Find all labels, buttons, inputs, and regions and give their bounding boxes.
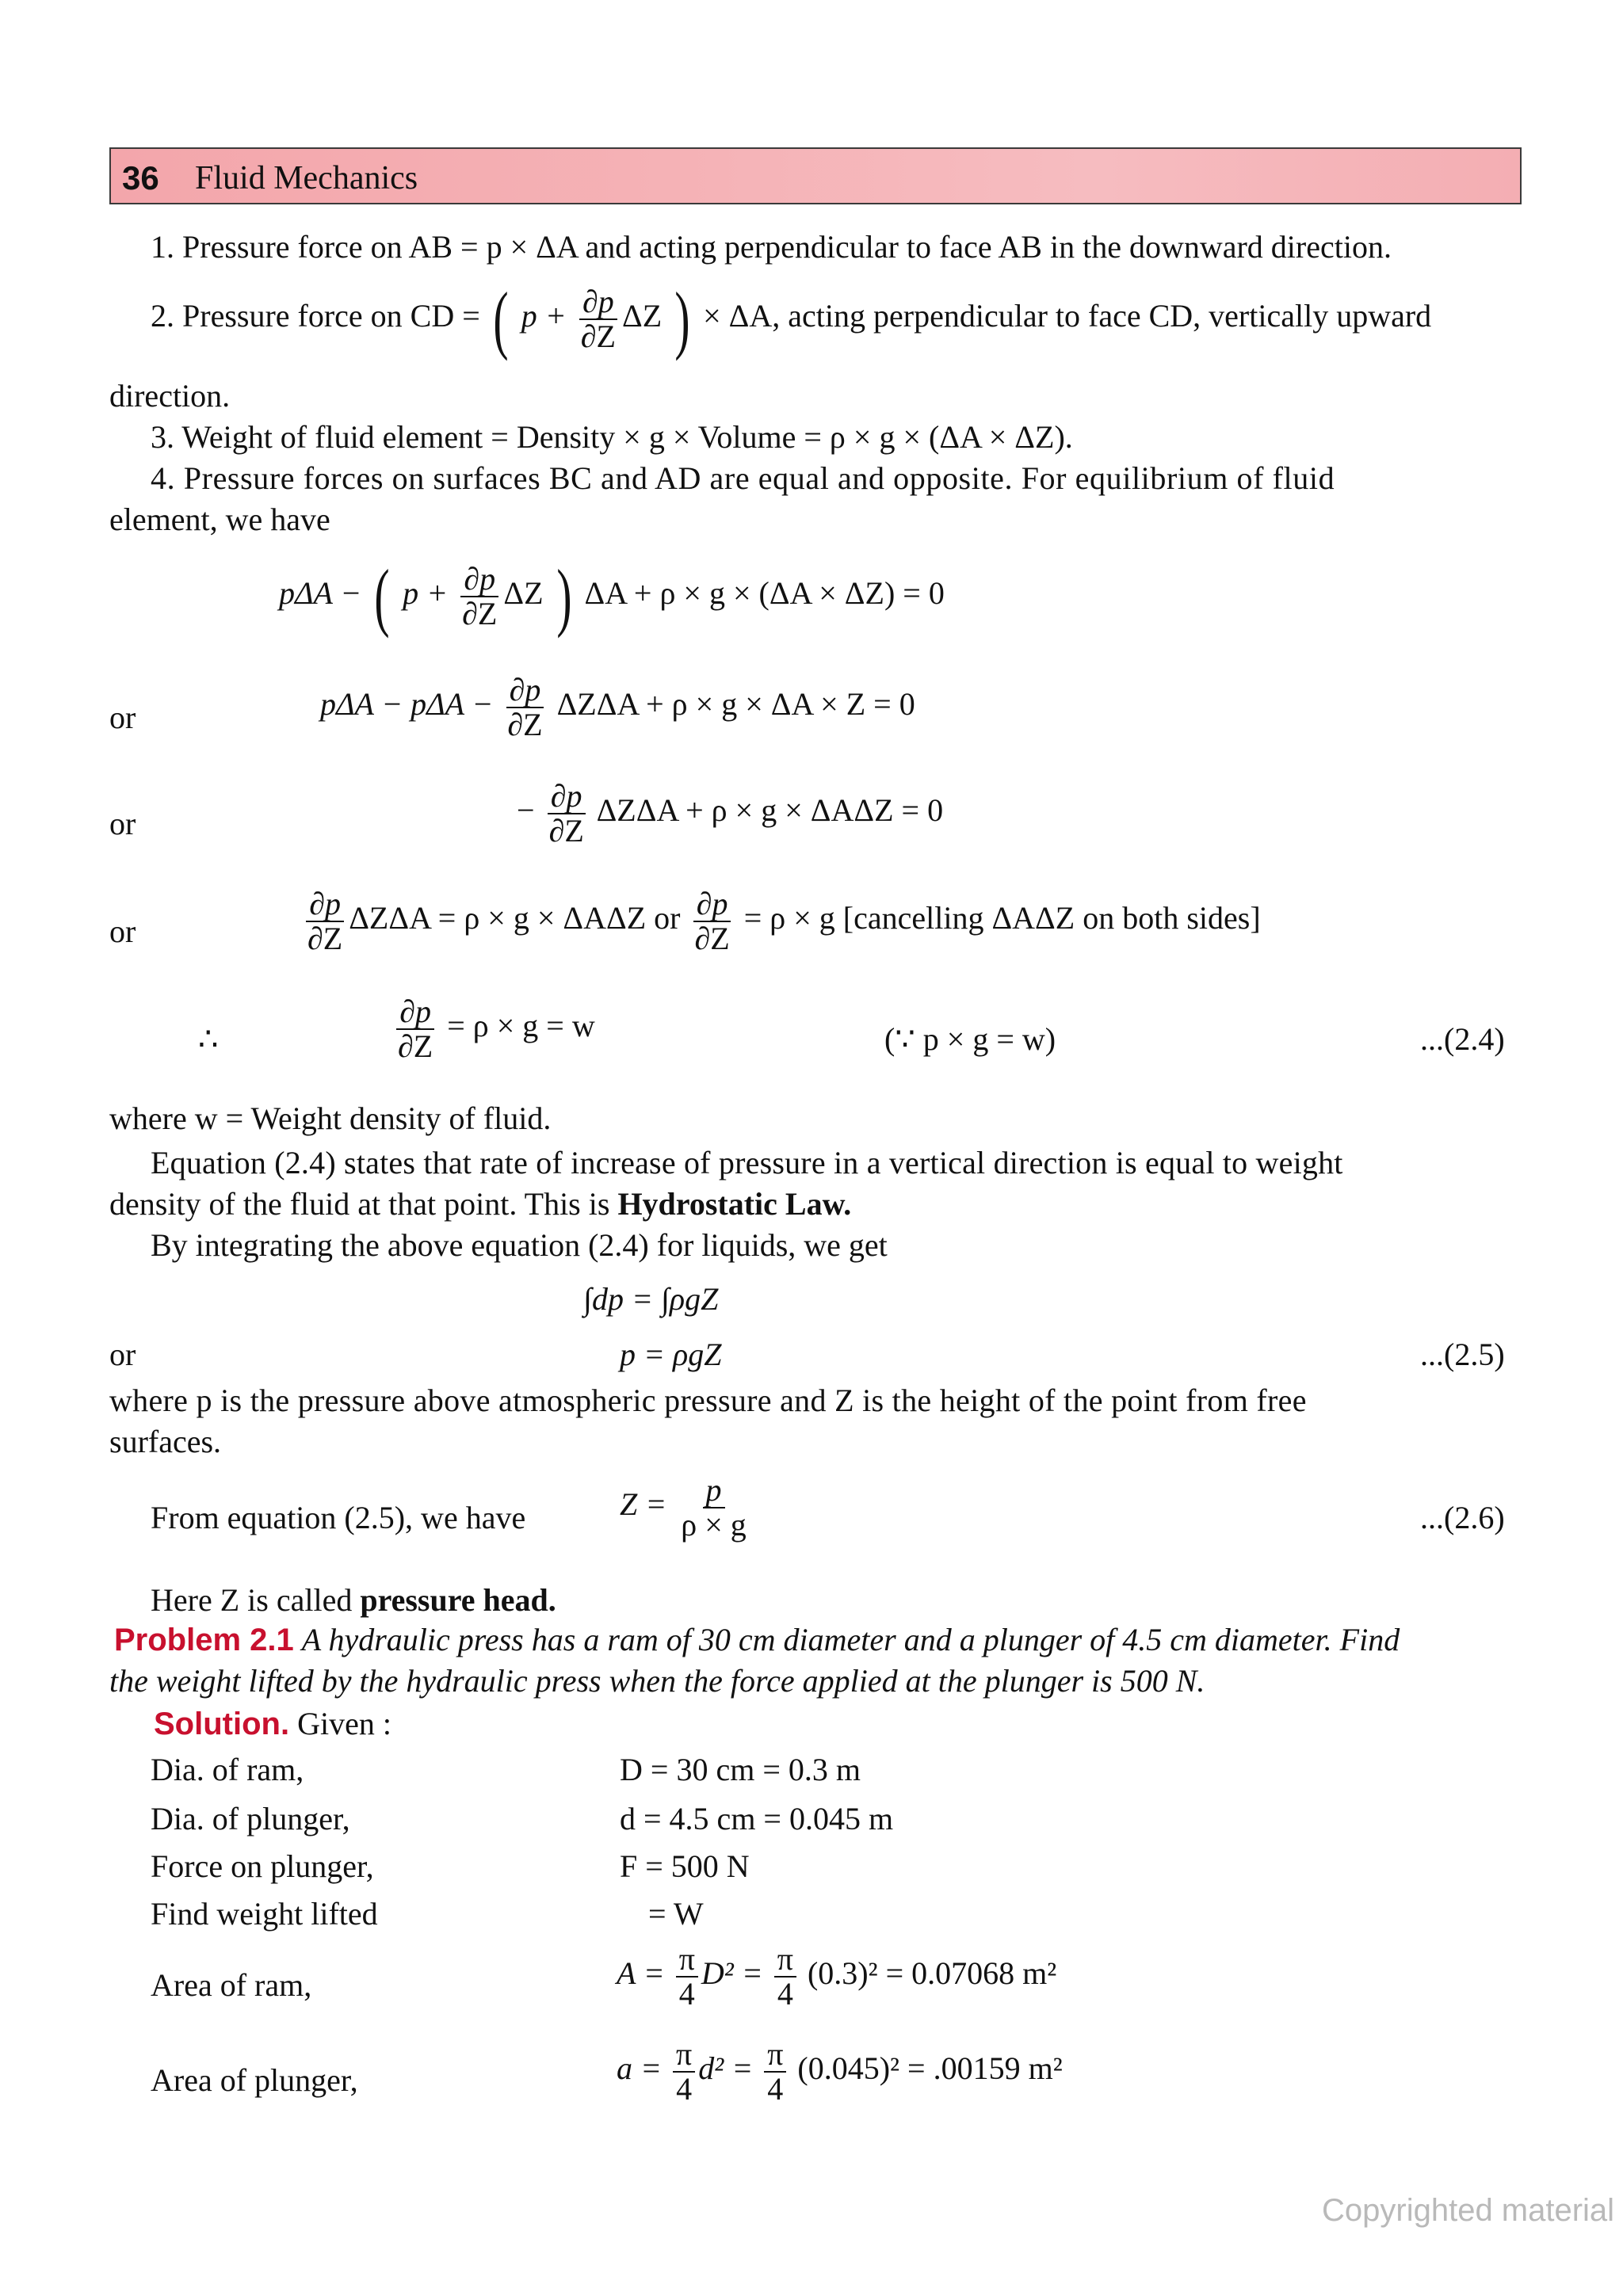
problem-statement: Problem 2.1 A hydraulic press has a ram of 30 cm diameter and a plunger of 4.5 cm diameter. Find — [114, 1622, 1400, 1657]
paragraph-line: Equation (2.4) states that rate of increase of pressure in a vertical direction is equal to weight — [151, 1145, 1343, 1180]
fraction: $\frac{\partial p}{\partial Z}$ — [580, 284, 616, 354]
given-value: d = 4.5 cm = 0.045 m — [620, 1801, 894, 1836]
given-label: Find weight lifted — [151, 1896, 378, 1932]
problem-label: Problem 2.1 — [114, 1623, 294, 1657]
equation-1: pΔA − ( p + $\frac{\partial p}{\partial Z}$ ΔZ ) ΔA + ρ × g × (ΔA × ΔZ) = 0 — [279, 553, 945, 639]
equation-number-2-6: ...(2.6) — [1420, 1500, 1505, 1535]
given-label: Force on plunger, — [151, 1848, 374, 1884]
area-plunger-equation: a = $\frac{\pi}{4}$ d² = $\frac{\pi}{4}$ (0.045)² = .00159 m² — [617, 2036, 1063, 2107]
equation-number-2-4: ...(2.4) — [1420, 1021, 1505, 1057]
equation-3: − $\frac{\partial p}{\partial Z}$ ΔZΔA + ρ × g × ΔAΔZ = 0 — [517, 778, 944, 849]
item-4-line2: element, we have — [109, 502, 330, 537]
given-value: D = 30 cm = 0.3 m — [620, 1752, 861, 1787]
or-label: or — [109, 806, 136, 841]
integral-equation: ∫dp = ∫ρgZ — [583, 1281, 719, 1317]
book-title: Fluid Mechanics — [195, 160, 418, 196]
area-ram-label: Area of ram, — [151, 1967, 312, 2003]
area-ram-equation: A = $\frac{\pi}{4}$ D² = $\frac{\pi}{4}$ (0.3)² = 0.07068 m² — [617, 1941, 1057, 2012]
given-value: = W — [648, 1896, 704, 1932]
item-1: 1. Pressure force on AB = p × ΔA and acting perpendicular to face AB in the downward direction. — [151, 229, 1392, 265]
therefore-symbol: ∴ — [198, 1021, 219, 1057]
pressure-head-line: Here Z is called pressure head. — [151, 1582, 556, 1618]
equation-4: $\frac{\partial p}{\partial Z}$ ΔZΔA = ρ × g × ΔAΔZ or $\frac{\partial p}{\partial Z}$ = ρ × g [cancelling ΔAΔZ on both sides] — [307, 886, 1261, 956]
copyright-watermark: Copyrighted material — [1322, 2193, 1615, 2228]
solution-label: Solution. — [154, 1707, 290, 1741]
page-number: 36 — [122, 159, 159, 196]
because-note: (∵ p × g = w) — [884, 1021, 1056, 1057]
given-label: Dia. of ram, — [151, 1752, 304, 1787]
equation-2-4: $\frac{\partial p}{\partial Z}$ = ρ × g = w — [398, 994, 595, 1064]
problem-statement-line2: the weight lifted by the hydraulic press when the force applied at the plunger is 500 N. — [109, 1663, 1205, 1699]
equation-2-5: p = ρgZ — [620, 1337, 722, 1372]
or-label: or — [109, 1337, 136, 1372]
paragraph-line: By integrating the above equation (2.4) for liquids, we get — [151, 1227, 888, 1263]
item-2-continuation: direction. — [109, 378, 231, 414]
given-label: Dia. of plunger, — [151, 1801, 350, 1836]
solution-heading: Solution. Given : — [154, 1706, 391, 1741]
paren-close: ) — [674, 276, 690, 361]
item-4-line1: 4. Pressure forces on surfaces BC and AD are equal and opposite. For equilibrium of fluid — [151, 460, 1335, 496]
where-w: where w = Weight density of fluid. — [109, 1100, 552, 1136]
where-p-line2: surfaces. — [109, 1424, 222, 1459]
area-plunger-label: Area of plunger, — [151, 2062, 358, 2098]
item-3: 3. Weight of fluid element = Density × g × Volume = ρ × g × (ΔA × ΔZ). — [151, 419, 1073, 455]
item-2: 2. Pressure force on CD = ( p + $\frac{\partial p}{\partial Z}$ ΔZ ) × ΔA, acting perpendicular to face CD, vertically upward — [151, 276, 1432, 361]
item-2-prefix: 2. Pressure force on CD = — [151, 298, 480, 334]
item-2-suffix: × ΔA, acting perpendicular to face CD, vertically upward — [703, 298, 1432, 334]
equation-2-6: Z = $\frac{p}{\rho \times g}$ — [620, 1472, 747, 1543]
from-equation: From equation (2.5), we have — [151, 1500, 526, 1535]
equation-number-2-5: ...(2.5) — [1420, 1337, 1505, 1372]
where-p-line1: where p is the pressure above atmospheric pressure and Z is the height of the point from free — [109, 1383, 1307, 1418]
running-header — [109, 147, 1522, 204]
or-label: or — [109, 700, 136, 735]
or-label: or — [109, 913, 136, 949]
hydrostatic-law-term: Hydrostatic Law. — [617, 1186, 852, 1222]
given-value: F = 500 N — [620, 1848, 750, 1884]
paren-open: ( — [493, 276, 509, 361]
equation-2: pΔA − pΔA − $\frac{\partial p}{\partial Z}$ ΔZΔA + ρ × g × ΔA × Z = 0 — [320, 672, 915, 742]
paragraph-line: density of the fluid at that point. This is Hydrostatic Law. — [109, 1186, 852, 1222]
